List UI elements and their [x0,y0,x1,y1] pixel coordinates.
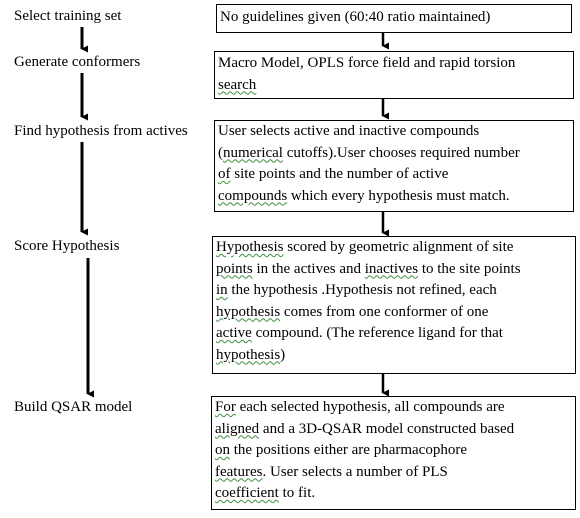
spellcheck-flagged-word: aligned [215,420,260,437]
step-find-hypothesis: Find hypothesis from actives [14,123,188,139]
box-text-line [218,164,571,186]
spellcheck-flagged-word: hypothesis [216,346,281,363]
spellcheck-flagged-word: active [216,325,252,341]
box-text-segment: which every hypothesis must match. [287,187,510,204]
box-text-segment: the positions either are pharmacophore [230,442,467,458]
box-conformers [214,51,574,99]
box-text-segment: to the site points [418,260,521,277]
spellcheck-flagged-word: points [216,260,253,277]
box-text-segment: Macro Model, OPLS force field and rapid torsion [218,55,516,71]
box-text-line [215,419,573,441]
box-text-segment: ) [280,346,286,363]
box-text-line [220,7,569,29]
box-text-line [216,345,573,367]
spellcheck-flagged-word: coefficient [215,485,279,501]
box-text-segment: the hypothesis .Hypothesis not refined, each [227,282,497,298]
step-score-hypothesis: Score Hypothesis [14,238,120,254]
spellcheck-flagged-word: numerical [223,144,283,161]
box-text-segment: compound. (The reference ligand for that [251,325,503,341]
box-find-hypothesis [214,120,574,212]
box-text-segment: in the actives and [252,260,365,277]
box-text-segment: comes from one conformer of one [280,303,489,320]
box-text-segment: to fit. [278,485,316,501]
box-text-line [216,280,573,302]
box-text-segment: site points and the number of active [230,166,449,182]
box-text-line [216,259,573,281]
box-text-line [218,75,571,97]
box-text-segment: cutoffs).User chooses required number [282,144,520,161]
box-text-line [216,237,573,259]
box-text-segment: and a 3D-QSAR model constructed based [259,420,515,437]
box-text-line [216,323,573,345]
box-text-line [215,397,573,419]
spellcheck-flagged-word: Hypothesis [216,239,284,255]
spellcheck-flagged-word: features [215,463,263,480]
box-text-line [218,121,571,143]
box-text-segment: User selects active and inactive compounds [218,123,480,139]
box-text-line [215,440,573,462]
box-text-segment: scored by geometric alignment of site [283,239,514,255]
spellcheck-flagged-word: in [216,282,228,298]
box-text-line [218,186,571,208]
step-select-training-set: Select training set [14,8,122,24]
box-text-segment: No guidelines given (60:40 ratio maintained) [220,9,491,25]
spellcheck-flagged-word: search [218,76,257,93]
box-training-set [216,4,572,33]
box-build-qsar [211,396,576,510]
spellcheck-flagged-word: of [218,166,231,182]
step-generate-conformers: Generate conformers [14,54,141,70]
spellcheck-flagged-word: inactives [364,260,419,277]
box-score-hypothesis [212,236,576,374]
box-text-segment: ( [218,144,223,161]
step-build-qsar-model: Build QSAR model [14,399,133,415]
box-text-line [218,143,571,165]
box-text-segment: each selected hypothesis, all compounds are [235,399,505,415]
box-text-line [215,462,573,484]
spellcheck-flagged-word: hypothesis [216,303,281,320]
box-text-segment: . User selects a number of PLS [262,463,448,480]
box-text-line [216,302,573,324]
spellcheck-flagged-word: on [215,442,230,458]
box-text-line [215,483,573,505]
spellcheck-flagged-word: compounds [218,187,288,204]
spellcheck-flagged-word: For [215,399,236,415]
box-text-line [218,53,571,75]
